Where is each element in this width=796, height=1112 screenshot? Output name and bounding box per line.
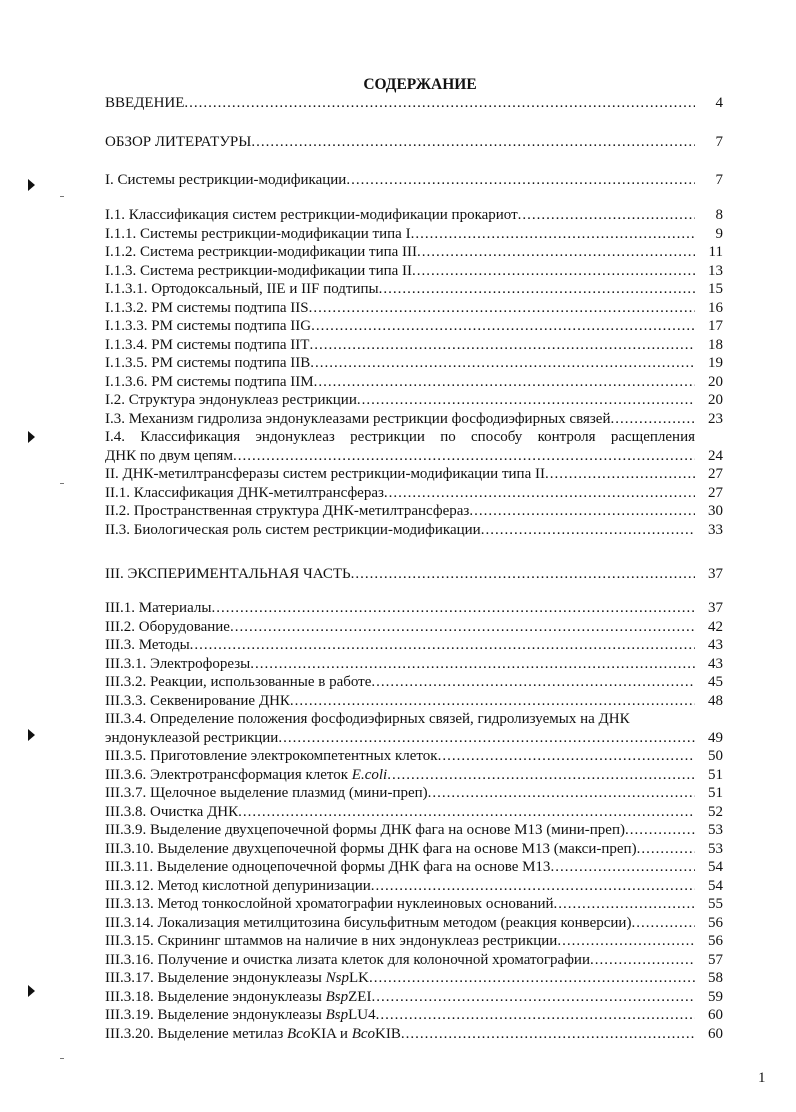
- toc-entry-page: 51: [708, 766, 723, 783]
- toc-entry: [105, 280, 723, 299]
- toc-entry-page: 37: [708, 566, 723, 582]
- toc-entry-page: 50: [708, 748, 723, 764]
- toc-entry-page: 54: [708, 877, 723, 894]
- toc-entry-label: [105, 618, 695, 637]
- toc-entry-label: [105, 133, 695, 152]
- toc-entry-label: [105, 465, 695, 484]
- scan-dash: [60, 196, 64, 197]
- toc-entry-label-text: III.3.18. Выделение эндонуклеазы: [105, 988, 326, 1005]
- toc-entry-label: [105, 502, 695, 521]
- toc-entry-page: 7: [715, 134, 723, 150]
- toc-entry-page: 42: [708, 618, 723, 635]
- toc-entry-label: [105, 391, 695, 410]
- toc-entry: [105, 373, 723, 392]
- toc-entry-page: 43: [708, 637, 723, 653]
- toc-entry: [105, 1006, 723, 1025]
- toc-entry: [105, 969, 723, 988]
- toc-entry-label: [105, 94, 695, 113]
- toc-entry-label-text: III.2. Оборудование: [105, 618, 230, 635]
- toc-entry-page: 45: [708, 674, 723, 690]
- toc-entry-label-italic: Nsp: [325, 970, 349, 986]
- toc-entry: [105, 171, 723, 190]
- toc-entry-label: [105, 747, 695, 766]
- toc-entry: [105, 636, 723, 655]
- toc-entry-label-text: III.3.3. Секвенирование ДНК: [105, 692, 290, 709]
- toc-entry: [105, 618, 723, 637]
- toc-entry-label: [105, 840, 695, 859]
- toc-entry: [105, 655, 723, 674]
- toc-entry-label-text: III.3.13. Метод тонкослойной хроматографии нуклеиновых оснований: [105, 896, 554, 912]
- toc-entry: [105, 447, 723, 466]
- toc-entry-label-text: ZEI: [348, 988, 372, 1005]
- toc-entry: [105, 465, 723, 484]
- toc-entry: [105, 729, 723, 748]
- toc-entry-page: 54: [708, 859, 723, 875]
- toc-entry-first-line: III.3.4. Определение положения фосфодиэфирных связей, гидролизуемых на ДНК: [105, 711, 630, 727]
- toc-entry-label: [105, 410, 695, 429]
- toc-entry-page: 33: [708, 521, 723, 538]
- toc-entry: [105, 391, 723, 410]
- toc-entry: [105, 336, 723, 355]
- toc-entry: [105, 521, 723, 540]
- toc-entry-page: 16: [708, 299, 723, 316]
- toc-entry: [105, 784, 723, 803]
- toc-entry-page: 4: [715, 95, 723, 111]
- toc-entry-label: [105, 766, 695, 785]
- toc-entry-label-text: I. Системы рестрикции-модификации: [105, 172, 347, 188]
- toc-entry-label: [105, 336, 695, 355]
- toc-entry-label-text: ВВЕДЕНИЕ: [105, 95, 185, 111]
- toc-entry-label-text: I.1.3.6. РМ системы подтипа IIM: [105, 373, 314, 390]
- toc-entry-label-italic: E.coli: [351, 766, 388, 783]
- toc-entry: [105, 299, 723, 318]
- toc-entry-label: [105, 565, 695, 584]
- toc-entry-page: 27: [708, 466, 723, 482]
- toc-entry: [105, 484, 723, 503]
- toc-entry-label: [105, 692, 695, 711]
- toc-entry-label-text: III. ЭКСПЕРИМЕНТАЛЬНАЯ ЧАСТЬ: [105, 566, 351, 582]
- toc-entry-page: 60: [708, 1007, 723, 1023]
- toc-entry-label-text: LK: [348, 970, 369, 986]
- page-number: 1: [758, 1070, 766, 1086]
- toc-entry-page: 51: [708, 785, 723, 801]
- toc-entry-page: 43: [708, 655, 723, 672]
- toc-entry-page: 20: [708, 373, 723, 390]
- toc-entry-label-text: III.3.9. Выделение двухцепочечной формы ДНК фага на основе М13 (мини-преп): [105, 822, 625, 838]
- toc-entry-label-text: III.3.7. Щелочное выделение плазмид (мини-преп): [105, 785, 428, 801]
- toc-entry: [105, 354, 723, 373]
- scan-mark: [28, 729, 35, 741]
- toc-entry-page: 49: [708, 729, 723, 746]
- toc-entry: [105, 673, 723, 692]
- toc-entry-label-italic: Bco: [351, 1025, 376, 1042]
- toc-entry-page: 60: [708, 1025, 723, 1042]
- toc-entry: [105, 821, 723, 840]
- toc-entry-label: [105, 262, 695, 281]
- toc-entry-label: [105, 206, 695, 225]
- toc-entry-page: 58: [708, 970, 723, 986]
- scan-dash: [60, 1058, 64, 1059]
- toc-entry-label-text: I.1.3.1. Ортодоксальный, IIE и IIF подтипы: [105, 281, 379, 297]
- toc-entry-label-text: I.1.1. Системы рестрикции-модификации типа I: [105, 225, 411, 242]
- toc-entry-label-text: III.3.8. Очистка ДНК: [105, 803, 239, 820]
- toc-entry-label: [105, 803, 695, 822]
- toc-entry-label-text: III.3.5. Приготовление электрокомпетентных клеток: [105, 748, 438, 764]
- toc-entry-page: 18: [708, 336, 723, 353]
- toc-entry-label-text: III.3.10. Выделение двухцепочечной формы ДНК фага на основе М13 (макси-преп): [105, 840, 637, 857]
- toc-entry-page: 11: [708, 244, 723, 260]
- toc-entry: [105, 410, 723, 429]
- toc-group-experimental: [105, 565, 723, 584]
- toc-entry-label-text: I.1. Классификация систем рестрикции-модификации прокариот: [105, 207, 518, 223]
- toc-entry-label: [105, 243, 695, 262]
- toc-entry-label-text: III.3. Методы: [105, 637, 190, 653]
- toc-entry-label-text: III.3.12. Метод кислотной депуринизации: [105, 877, 371, 894]
- toc-entry-label: [105, 895, 695, 914]
- toc-entry-label: [105, 521, 695, 540]
- toc-entry-page: 55: [708, 896, 723, 912]
- toc-entry-page: 48: [708, 692, 723, 709]
- toc-entry-label: [105, 354, 695, 373]
- toc-entry: [105, 565, 723, 584]
- toc-entry-label: [105, 373, 695, 392]
- toc-entry-label: [105, 821, 695, 840]
- toc-entry: [105, 317, 723, 336]
- toc-entry-label: [105, 171, 695, 190]
- toc-entry: [105, 94, 723, 113]
- toc-entry-page: 52: [708, 803, 723, 820]
- toc-entry-label-italic: Bsp: [325, 1007, 349, 1023]
- toc-entry: [105, 692, 723, 711]
- toc-entry-label-text: III.3.17. Выделение эндонуклеазы: [105, 970, 326, 986]
- toc-entry-label: [105, 914, 695, 933]
- toc-entry-label: [105, 599, 695, 618]
- scan-mark: [28, 431, 35, 443]
- toc-group-part-1-2: [105, 206, 723, 539]
- toc-entry-page: 20: [708, 392, 723, 408]
- toc-entry: [105, 988, 723, 1007]
- toc-group-introduction: [105, 94, 723, 113]
- toc-entry-page: 37: [708, 600, 723, 616]
- toc-entry-label: [105, 1025, 695, 1044]
- toc-entry: [105, 895, 723, 914]
- toc-entry: [105, 1025, 723, 1044]
- toc-entry-label-text: II.3. Биологическая роль систем рестрикции-модификации: [105, 521, 481, 538]
- toc-entry: [105, 262, 723, 281]
- toc-entry-label: [105, 484, 695, 503]
- toc-entry-page: 56: [708, 914, 723, 931]
- toc-entry: [105, 951, 723, 970]
- toc-entry-label: [105, 1006, 695, 1025]
- toc-entry-label-text: KIA и: [310, 1025, 352, 1042]
- toc-entry-page: 8: [715, 207, 723, 223]
- toc-entry-label: [105, 969, 695, 988]
- toc-entry-page: 57: [708, 951, 723, 968]
- toc-entry-label-text: III.3.1. Электрофорезы: [105, 655, 251, 672]
- toc-entry: [105, 133, 723, 152]
- toc-entry-page: 56: [708, 933, 723, 949]
- scan-mark: [28, 985, 35, 997]
- toc-entry-label: [105, 299, 695, 318]
- toc-entry-page: 53: [708, 840, 723, 857]
- toc-entry-label: [105, 932, 695, 951]
- toc-entry-label-text: LU4: [348, 1007, 376, 1023]
- toc-entry: [105, 243, 723, 262]
- toc-entry-label-text: I.2. Структура эндонуклеаз рестрикции: [105, 392, 357, 408]
- toc-entry-page: 9: [715, 225, 723, 242]
- toc-entry-page: 24: [708, 447, 723, 464]
- toc-group-rm-systems: [105, 171, 723, 190]
- toc-entry-label-text: III.3.15. Скрининг штаммов на наличие в них эндонуклеаз рестрикции: [105, 933, 558, 949]
- toc-entry-page: 23: [708, 410, 723, 427]
- toc-entry-label-text: II. ДНК-метилтрансферазы систем рестрикции-модификации типа II: [105, 466, 545, 482]
- toc-entry-label-text: KIB: [375, 1025, 401, 1042]
- toc-group-part-3: [105, 599, 723, 1043]
- toc-title: СОДЕРЖАНИЕ: [363, 76, 477, 93]
- toc-entry: [105, 840, 723, 859]
- toc-entry-label-text: ОБЗОР ЛИТЕРАТУРЫ: [105, 134, 252, 150]
- toc-entry-label-text: I.3. Механизм гидролиза эндонуклеазами рестрикции фосфодиэфирных связей: [105, 410, 611, 427]
- toc-entry-page: 30: [708, 503, 723, 519]
- toc-entry: [105, 858, 723, 877]
- toc-entry-label: [105, 636, 695, 655]
- toc-entry-label: [105, 225, 695, 244]
- toc-entry-page: 7: [715, 172, 723, 188]
- toc-entry-page: 19: [708, 355, 723, 371]
- scan-dash: [60, 483, 64, 484]
- toc-entry: [105, 599, 723, 618]
- toc-entry-label: [105, 784, 695, 803]
- toc-entry-label: [105, 655, 695, 674]
- toc-entry: [105, 932, 723, 951]
- toc-entry-label-italic: Bco: [287, 1025, 311, 1042]
- toc-entry-page: 27: [708, 484, 723, 501]
- toc-entry-label-text: III.3.6. Электротрансформация клеток: [105, 766, 352, 783]
- toc-entry-label-text: II.2. Пространственная структура ДНК-метилтрансфераз: [105, 503, 470, 519]
- toc-entry-page: 13: [708, 262, 723, 279]
- toc-entry-first-line: I.4. Классификация эндонуклеаз рестрикции по способу контроля расщепления: [105, 429, 695, 445]
- toc-entry-label-text: ДНК по двум цепям: [105, 447, 233, 464]
- toc-entry-page: 53: [708, 822, 723, 838]
- toc-entry-label-italic: Bsp: [325, 988, 349, 1005]
- toc-entry-label: [105, 729, 695, 748]
- toc-entry: [105, 502, 723, 521]
- toc-entry-label: [105, 877, 695, 896]
- toc-entry-label-text: III.3.14. Локализация метилцитозина бисульфитным методом (реакция конверсии): [105, 914, 632, 931]
- toc-entry-label: [105, 988, 695, 1007]
- toc-entry: [105, 747, 723, 766]
- toc-entry-label-text: I.1.3.4. РМ системы подтипа IIT: [105, 336, 310, 353]
- toc-entry: [105, 206, 723, 225]
- toc-entry-label: [105, 447, 695, 466]
- toc-entry-label: [105, 951, 695, 970]
- toc-entry-label-text: II.1. Классификация ДНК-метилтрансфераз: [105, 484, 384, 501]
- toc-entry: [105, 225, 723, 244]
- toc-entry-label-text: III.1. Материалы: [105, 600, 212, 616]
- toc-entry: [105, 877, 723, 896]
- toc-entry-page: 59: [708, 988, 723, 1005]
- toc-entry-label-text: I.1.3.5. РМ системы подтипа IIB: [105, 355, 311, 371]
- toc-entry-label-text: I.1.3.3. РМ системы подтипа IIG: [105, 318, 312, 334]
- toc-entry-label-text: I.1.3.2. РМ системы подтипа IIS: [105, 299, 309, 316]
- toc-entry-label: [105, 317, 695, 336]
- toc-entry-label-text: III.3.11. Выделение одноцепочечной формы ДНК фага на основе М13: [105, 859, 551, 875]
- toc-entry-label-text: III.3.19. Выделение эндонуклеазы: [105, 1007, 326, 1023]
- toc-entry: [105, 803, 723, 822]
- toc-entry-label-text: III.3.20. Выделение метилаз: [105, 1025, 288, 1042]
- toc-entry-label: [105, 673, 695, 692]
- toc-entry-label: [105, 858, 695, 877]
- scan-mark: [28, 179, 35, 191]
- toc-entry-label-text: III.3.16. Получение и очистка лизата клеток для колоночной хроматографии: [105, 951, 590, 968]
- toc-group-literature-review: [105, 133, 723, 152]
- toc-entry-label-text: эндонуклеазой рестрикции: [105, 729, 279, 746]
- toc-entry-label-text: I.1.2. Система рестрикции-модификации типа III: [105, 244, 418, 260]
- toc-entry: [105, 914, 723, 933]
- toc-entry: [105, 766, 723, 785]
- toc-entry-page: 15: [708, 281, 723, 297]
- toc-entry-label-text: I.1.3. Система рестрикции-модификации типа II: [105, 262, 413, 279]
- toc-entry-label-text: III.3.2. Реакции, использованные в работе: [105, 674, 372, 690]
- toc-entry-page: 17: [708, 318, 723, 334]
- toc-entry-label: [105, 280, 695, 299]
